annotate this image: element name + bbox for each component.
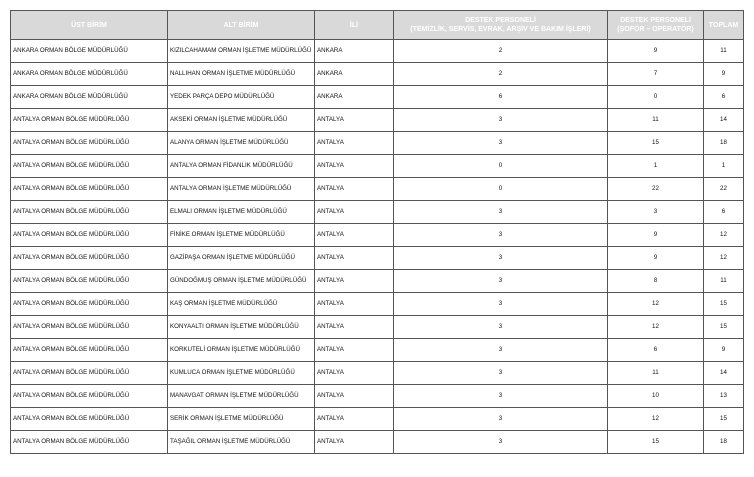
cell-ust-birim: ANTALYA ORMAN BÖLGE MÜDÜRLÜĞÜ	[11, 431, 168, 454]
header-ili: İLİ	[315, 11, 394, 40]
header-ust-birim: ÜST BİRİM	[11, 11, 168, 40]
cell-alt-birim: NALLIHAN ORMAN İŞLETME MÜDÜRLÜĞÜ	[168, 63, 315, 86]
cell-alt-birim: ANTALYA ORMAN FİDANLIK MÜDÜRLÜĞÜ	[168, 155, 315, 178]
cell-ili: ANTALYA	[315, 132, 394, 155]
cell-ust-birim: ANTALYA ORMAN BÖLGE MÜDÜRLÜĞÜ	[11, 178, 168, 201]
cell-ust-birim: ANTALYA ORMAN BÖLGE MÜDÜRLÜĞÜ	[11, 408, 168, 431]
cell-toplam: 11	[704, 270, 744, 293]
cell-destek-sofor: 9	[608, 40, 704, 63]
header-destek2-title: DESTEK PERSONELİ	[620, 17, 691, 24]
cell-destek-sofor: 12	[608, 408, 704, 431]
cell-toplam: 14	[704, 362, 744, 385]
header-alt-birim: ALT BİRİM	[168, 11, 315, 40]
cell-ust-birim: ANTALYA ORMAN BÖLGE MÜDÜRLÜĞÜ	[11, 362, 168, 385]
cell-alt-birim: ALANYA ORMAN İŞLETME MÜDÜRLÜĞÜ	[168, 132, 315, 155]
cell-destek-genel: 3	[394, 224, 608, 247]
cell-ust-birim: ANTALYA ORMAN BÖLGE MÜDÜRLÜĞÜ	[11, 247, 168, 270]
cell-alt-birim: KONYAALTI ORMAN İŞLETME MÜDÜRLÜĞÜ	[168, 316, 315, 339]
cell-alt-birim: YEDEK PARÇA DEPO MÜDÜRLÜĞÜ	[168, 86, 315, 109]
cell-toplam: 12	[704, 247, 744, 270]
cell-ili: ANTALYA	[315, 155, 394, 178]
cell-alt-birim: KIZILCAHAMAM ORMAN İŞLETME MÜDÜRLÜĞÜ	[168, 40, 315, 63]
cell-ust-birim: ANTALYA ORMAN BÖLGE MÜDÜRLÜĞÜ	[11, 109, 168, 132]
cell-alt-birim: AKSEKİ ORMAN İŞLETME MÜDÜRLÜĞÜ	[168, 109, 315, 132]
cell-toplam: 15	[704, 293, 744, 316]
cell-alt-birim: GÜNDOĞMUŞ ORMAN İŞLETME MÜDÜRLÜĞÜ	[168, 270, 315, 293]
table-row	[11, 247, 744, 270]
cell-alt-birim: KORKUTELİ ORMAN İŞLETME MÜDÜRLÜĞÜ	[168, 339, 315, 362]
header-destek-personeli-genel	[394, 11, 608, 40]
cell-ili: ANTALYA	[315, 270, 394, 293]
cell-destek-genel: 3	[394, 408, 608, 431]
cell-ust-birim: ANKARA ORMAN BÖLGE MÜDÜRLÜĞÜ	[11, 86, 168, 109]
cell-destek-genel: 3	[394, 270, 608, 293]
cell-destek-sofor: 9	[608, 224, 704, 247]
table-row	[11, 63, 744, 86]
cell-ili: ANTALYA	[315, 408, 394, 431]
cell-destek-genel: 3	[394, 293, 608, 316]
cell-ust-birim: ANTALYA ORMAN BÖLGE MÜDÜRLÜĞÜ	[11, 132, 168, 155]
cell-destek-genel: 3	[394, 316, 608, 339]
cell-destek-genel: 3	[394, 431, 608, 454]
cell-toplam: 9	[704, 339, 744, 362]
cell-toplam: 12	[704, 224, 744, 247]
table-row	[11, 408, 744, 431]
cell-ili: ANKARA	[315, 40, 394, 63]
header-destek2-subtitle: (ŞOFÖR – OPERATÖR)	[617, 26, 694, 33]
table-row	[11, 431, 744, 454]
table-row	[11, 316, 744, 339]
cell-destek-sofor: 7	[608, 63, 704, 86]
cell-toplam: 9	[704, 63, 744, 86]
cell-alt-birim: GAZİPAŞA ORMAN İŞLETME MÜDÜRLÜĞÜ	[168, 247, 315, 270]
cell-ili: ANTALYA	[315, 247, 394, 270]
cell-destek-genel: 3	[394, 201, 608, 224]
table-row	[11, 109, 744, 132]
cell-destek-sofor: 12	[608, 316, 704, 339]
cell-ust-birim: ANTALYA ORMAN BÖLGE MÜDÜRLÜĞÜ	[11, 224, 168, 247]
cell-ili: ANTALYA	[315, 109, 394, 132]
cell-destek-genel: 0	[394, 178, 608, 201]
table-row	[11, 385, 744, 408]
header-toplam: TOPLAM	[704, 11, 744, 40]
cell-ust-birim: ANTALYA ORMAN BÖLGE MÜDÜRLÜĞÜ	[11, 385, 168, 408]
cell-ust-birim: ANTALYA ORMAN BÖLGE MÜDÜRLÜĞÜ	[11, 155, 168, 178]
cell-ili: ANTALYA	[315, 201, 394, 224]
table-row	[11, 155, 744, 178]
cell-ili: ANKARA	[315, 86, 394, 109]
cell-destek-genel: 3	[394, 385, 608, 408]
cell-toplam: 15	[704, 316, 744, 339]
header-destek1-title: DESTEK PERSONELİ	[465, 17, 536, 24]
cell-toplam: 18	[704, 431, 744, 454]
cell-destek-sofor: 6	[608, 339, 704, 362]
cell-destek-genel: 3	[394, 132, 608, 155]
cell-destek-genel: 3	[394, 247, 608, 270]
cell-alt-birim: FİNİKE ORMAN İŞLETME MÜDÜRLÜĞÜ	[168, 224, 315, 247]
cell-alt-birim: ELMALI ORMAN İŞLETME MÜDÜRLÜĞÜ	[168, 201, 315, 224]
table-row	[11, 362, 744, 385]
cell-ili: ANTALYA	[315, 431, 394, 454]
cell-ust-birim: ANKARA ORMAN BÖLGE MÜDÜRLÜĞÜ	[11, 40, 168, 63]
cell-destek-sofor: 0	[608, 86, 704, 109]
cell-alt-birim: KUMLUCA ORMAN İŞLETME MÜDÜRLÜĞÜ	[168, 362, 315, 385]
personnel-table	[10, 10, 744, 454]
table-header-row	[11, 11, 744, 40]
cell-destek-sofor: 8	[608, 270, 704, 293]
cell-ust-birim: ANTALYA ORMAN BÖLGE MÜDÜRLÜĞÜ	[11, 339, 168, 362]
cell-ust-birim: ANTALYA ORMAN BÖLGE MÜDÜRLÜĞÜ	[11, 270, 168, 293]
cell-toplam: 15	[704, 408, 744, 431]
cell-alt-birim: MANAVGAT ORMAN İŞLETME MÜDÜRLÜĞÜ	[168, 385, 315, 408]
cell-destek-sofor: 11	[608, 362, 704, 385]
cell-alt-birim: KAŞ ORMAN İŞLETME MÜDÜRLÜĞÜ	[168, 293, 315, 316]
cell-destek-genel: 3	[394, 339, 608, 362]
cell-toplam: 22	[704, 178, 744, 201]
cell-ust-birim: ANKARA ORMAN BÖLGE MÜDÜRLÜĞÜ	[11, 63, 168, 86]
cell-destek-sofor: 10	[608, 385, 704, 408]
header-destek1-subtitle: (TEMİZLİK, SERVİS, EVRAK, ARŞİV VE BAKIM İŞLERİ)	[410, 26, 591, 33]
cell-toplam: 1	[704, 155, 744, 178]
cell-destek-sofor: 11	[608, 109, 704, 132]
cell-alt-birim: TAŞAĞIL ORMAN İŞLETME MÜDÜRLÜĞÜ	[168, 431, 315, 454]
cell-ili: ANTALYA	[315, 362, 394, 385]
cell-destek-sofor: 15	[608, 132, 704, 155]
cell-alt-birim: ANTALYA ORMAN İŞLETME MÜDÜRLÜĞÜ	[168, 178, 315, 201]
cell-destek-genel: 2	[394, 63, 608, 86]
table-row	[11, 293, 744, 316]
cell-ili: ANTALYA	[315, 339, 394, 362]
table-row	[11, 339, 744, 362]
table-row	[11, 132, 744, 155]
cell-toplam: 13	[704, 385, 744, 408]
cell-ust-birim: ANTALYA ORMAN BÖLGE MÜDÜRLÜĞÜ	[11, 316, 168, 339]
table-row	[11, 201, 744, 224]
cell-destek-sofor: 22	[608, 178, 704, 201]
cell-ili: ANTALYA	[315, 178, 394, 201]
cell-toplam: 6	[704, 86, 744, 109]
cell-destek-genel: 0	[394, 155, 608, 178]
header-destek-personeli-sofor	[608, 11, 704, 40]
cell-destek-sofor: 9	[608, 247, 704, 270]
cell-ili: ANTALYA	[315, 316, 394, 339]
table-row	[11, 178, 744, 201]
cell-ust-birim: ANTALYA ORMAN BÖLGE MÜDÜRLÜĞÜ	[11, 293, 168, 316]
cell-alt-birim: SERİK ORMAN İŞLETME MÜDÜRLÜĞÜ	[168, 408, 315, 431]
cell-destek-sofor: 15	[608, 431, 704, 454]
table-row	[11, 40, 744, 63]
cell-destek-sofor: 3	[608, 201, 704, 224]
cell-destek-genel: 2	[394, 40, 608, 63]
cell-ili: ANTALYA	[315, 293, 394, 316]
cell-toplam: 18	[704, 132, 744, 155]
cell-destek-sofor: 12	[608, 293, 704, 316]
cell-destek-genel: 6	[394, 86, 608, 109]
cell-toplam: 14	[704, 109, 744, 132]
cell-ust-birim: ANTALYA ORMAN BÖLGE MÜDÜRLÜĞÜ	[11, 201, 168, 224]
cell-destek-sofor: 1	[608, 155, 704, 178]
cell-destek-genel: 3	[394, 362, 608, 385]
cell-ili: ANTALYA	[315, 224, 394, 247]
cell-toplam: 6	[704, 201, 744, 224]
table-row	[11, 86, 744, 109]
table-row	[11, 224, 744, 247]
cell-ili: ANKARA	[315, 63, 394, 86]
cell-toplam: 11	[704, 40, 744, 63]
table-row	[11, 270, 744, 293]
cell-ili: ANTALYA	[315, 385, 394, 408]
cell-destek-genel: 3	[394, 109, 608, 132]
